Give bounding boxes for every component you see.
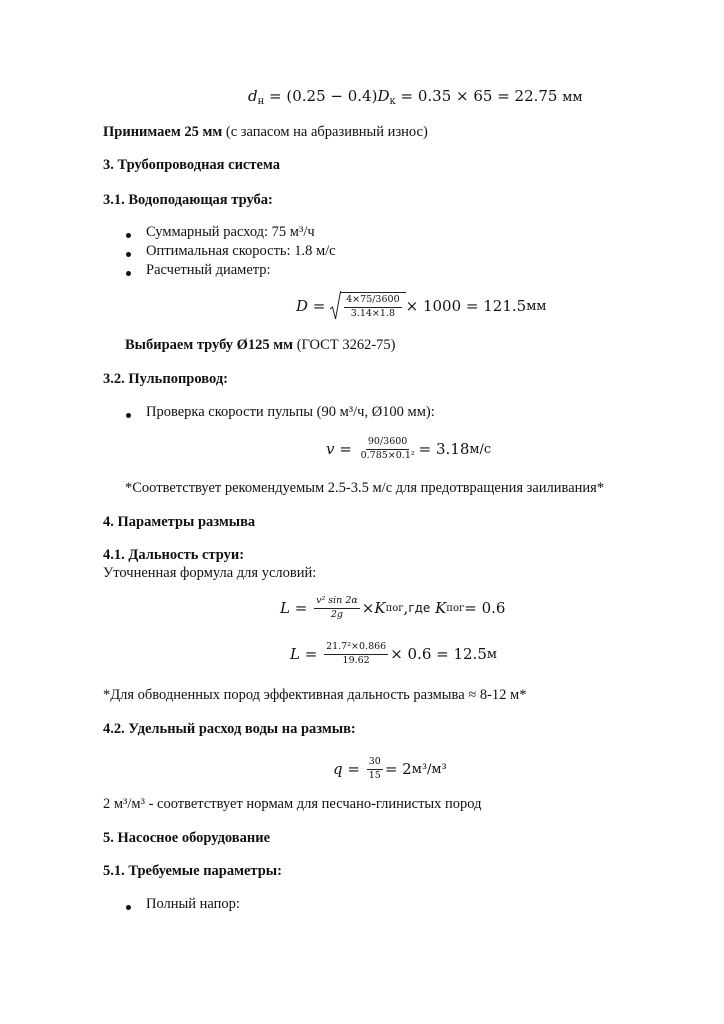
section-4-2-title: 4.2. Удельный расход воды на размыв: bbox=[103, 721, 356, 737]
section-4-title: 4. Параметры размыва bbox=[103, 514, 256, 530]
section-3-1-title: 3.1. Водоподающая труба: bbox=[103, 192, 273, 208]
formula-intro: Уточненная формула для условий: bbox=[103, 565, 317, 581]
section-5-1-title: 5.1. Требуемые параметры: bbox=[103, 863, 282, 879]
equation-nozzle-diameter: $d_н = (0.25 - 0.4)D_к = 0.35 \times 65 = 22.75$ мм bbox=[248, 87, 583, 107]
range-note: *Для обводненных пород эффективная дальность размыва ≈ 8-12 м* bbox=[103, 687, 527, 703]
equation-jet-range-value: L = $\frac{\text{21.7²×0.866}}{19.62}$ × 0.6 = 12.5 м bbox=[290, 641, 498, 666]
section-3-2-title: 3.2. Пульпопровод: bbox=[103, 371, 228, 387]
section-5-title: 5. Насосное оборудование bbox=[103, 830, 271, 846]
accept-line: Принимаем 25 мм (с запасом на абразивный износ) bbox=[103, 124, 428, 140]
list-item: Полный напор: bbox=[146, 896, 240, 912]
equation-pipe-diameter: D = $\frac{4\times 75/3600}{3.14\times 1.8}$ × 1000 = 121.5 мм bbox=[296, 291, 546, 321]
bullet-icon bbox=[126, 233, 131, 238]
consumption-note: 2 м³/м³ - соответствует нормам для песчано-глинистых пород bbox=[103, 796, 482, 812]
bullet-icon bbox=[126, 271, 131, 276]
square-root: $\frac{4\times 75/3600}{3.14\times 1.8}$ bbox=[330, 291, 405, 321]
list-item: Суммарный расход: 75 м³/ч bbox=[146, 224, 315, 240]
bullet-icon bbox=[126, 252, 131, 257]
equation-slurry-velocity: v = $\frac{90/3600}{\text{0.785×0.1²}}$ = 3.18 м/с bbox=[326, 436, 492, 461]
velocity-note: *Соответствует рекомендуемым 2.5-3.5 м/с для предотвращения заиливания* bbox=[125, 480, 605, 496]
list-item: Расчетный диаметр: bbox=[146, 262, 271, 278]
bullet-icon bbox=[126, 413, 131, 418]
equation-water-consumption: q = $\frac{30}{15}$ = 2 м³/м³ bbox=[333, 756, 447, 781]
bullet-icon bbox=[126, 905, 131, 910]
equation-jet-range: L = $\frac{\text{v² sin 2α}}{2g}$ × K пог , где K пог = 0.6 bbox=[280, 595, 506, 620]
list-item: Проверка скорости пульпы (90 м³/ч, Ø100 мм): bbox=[146, 404, 435, 420]
pipe-choice: Выбираем трубу Ø125 мм (ГОСТ 3262-75) bbox=[125, 337, 396, 353]
list-item: Оптимальная скорость: 1.8 м/с bbox=[146, 243, 336, 259]
section-3-title: 3. Трубопроводная система bbox=[103, 157, 280, 173]
section-4-1-title: 4.1. Дальность струи: bbox=[103, 547, 245, 563]
